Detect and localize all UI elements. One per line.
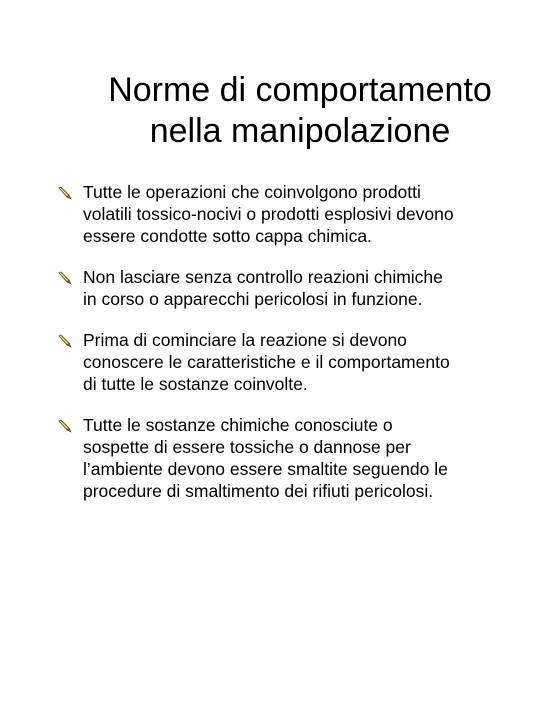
slide-title-line-2: nella manipolazione — [149, 112, 451, 150]
bullet-item-4 — [58, 414, 528, 502]
bullet-1-line-1: Tutte le operazioni che coinvolgono prodotti — [83, 182, 421, 202]
bullet-2-line-2: in corso o apparecchi pericolosi in funzione. — [83, 289, 423, 309]
bullet-list — [58, 181, 528, 521]
pen-nib-bullet-icon — [58, 334, 72, 348]
bullet-4-line-2: sospette di essere tossiche o dannose per — [83, 437, 411, 457]
bullet-item-3 — [58, 329, 528, 395]
bullet-text-2 — [83, 266, 528, 310]
bullet-3-line-1: Prima di cominciare la reazione si devono — [83, 330, 407, 350]
bullet-1-line-2: volatili tossico-nocivi o prodotti esplosivi devono — [83, 204, 454, 224]
bullet-4-line-4: procedure di smaltimento dei rifiuti pericolosi. — [83, 481, 434, 501]
pen-nib-bullet-icon — [58, 271, 72, 285]
bullet-text-3 — [83, 329, 528, 395]
slide-title-line-1: Norme di comportamento — [108, 71, 492, 109]
bullet-2-line-1: Non lasciare senza controllo reazioni chimiche — [83, 267, 443, 287]
bullet-3-line-2: conoscere le caratteristiche e il comportamento — [83, 352, 450, 372]
pen-nib-bullet-icon — [58, 186, 72, 200]
bullet-3-line-3: di tutte le sostanze coinvolte. — [83, 374, 308, 394]
bullet-text-1 — [83, 181, 528, 247]
bullet-item-1 — [58, 181, 528, 247]
bullet-4-line-3: l’ambiente devono essere smaltite seguendo le — [83, 459, 448, 479]
bullet-1-line-3: essere condotte sotto cappa chimica. — [83, 226, 372, 246]
bullet-4-line-1: Tutte le sostanze chimiche conosciute o — [83, 415, 393, 435]
slide-title — [60, 70, 540, 152]
bullet-item-2 — [58, 266, 528, 310]
pen-nib-bullet-icon — [58, 419, 72, 433]
bullet-text-4 — [83, 414, 528, 502]
